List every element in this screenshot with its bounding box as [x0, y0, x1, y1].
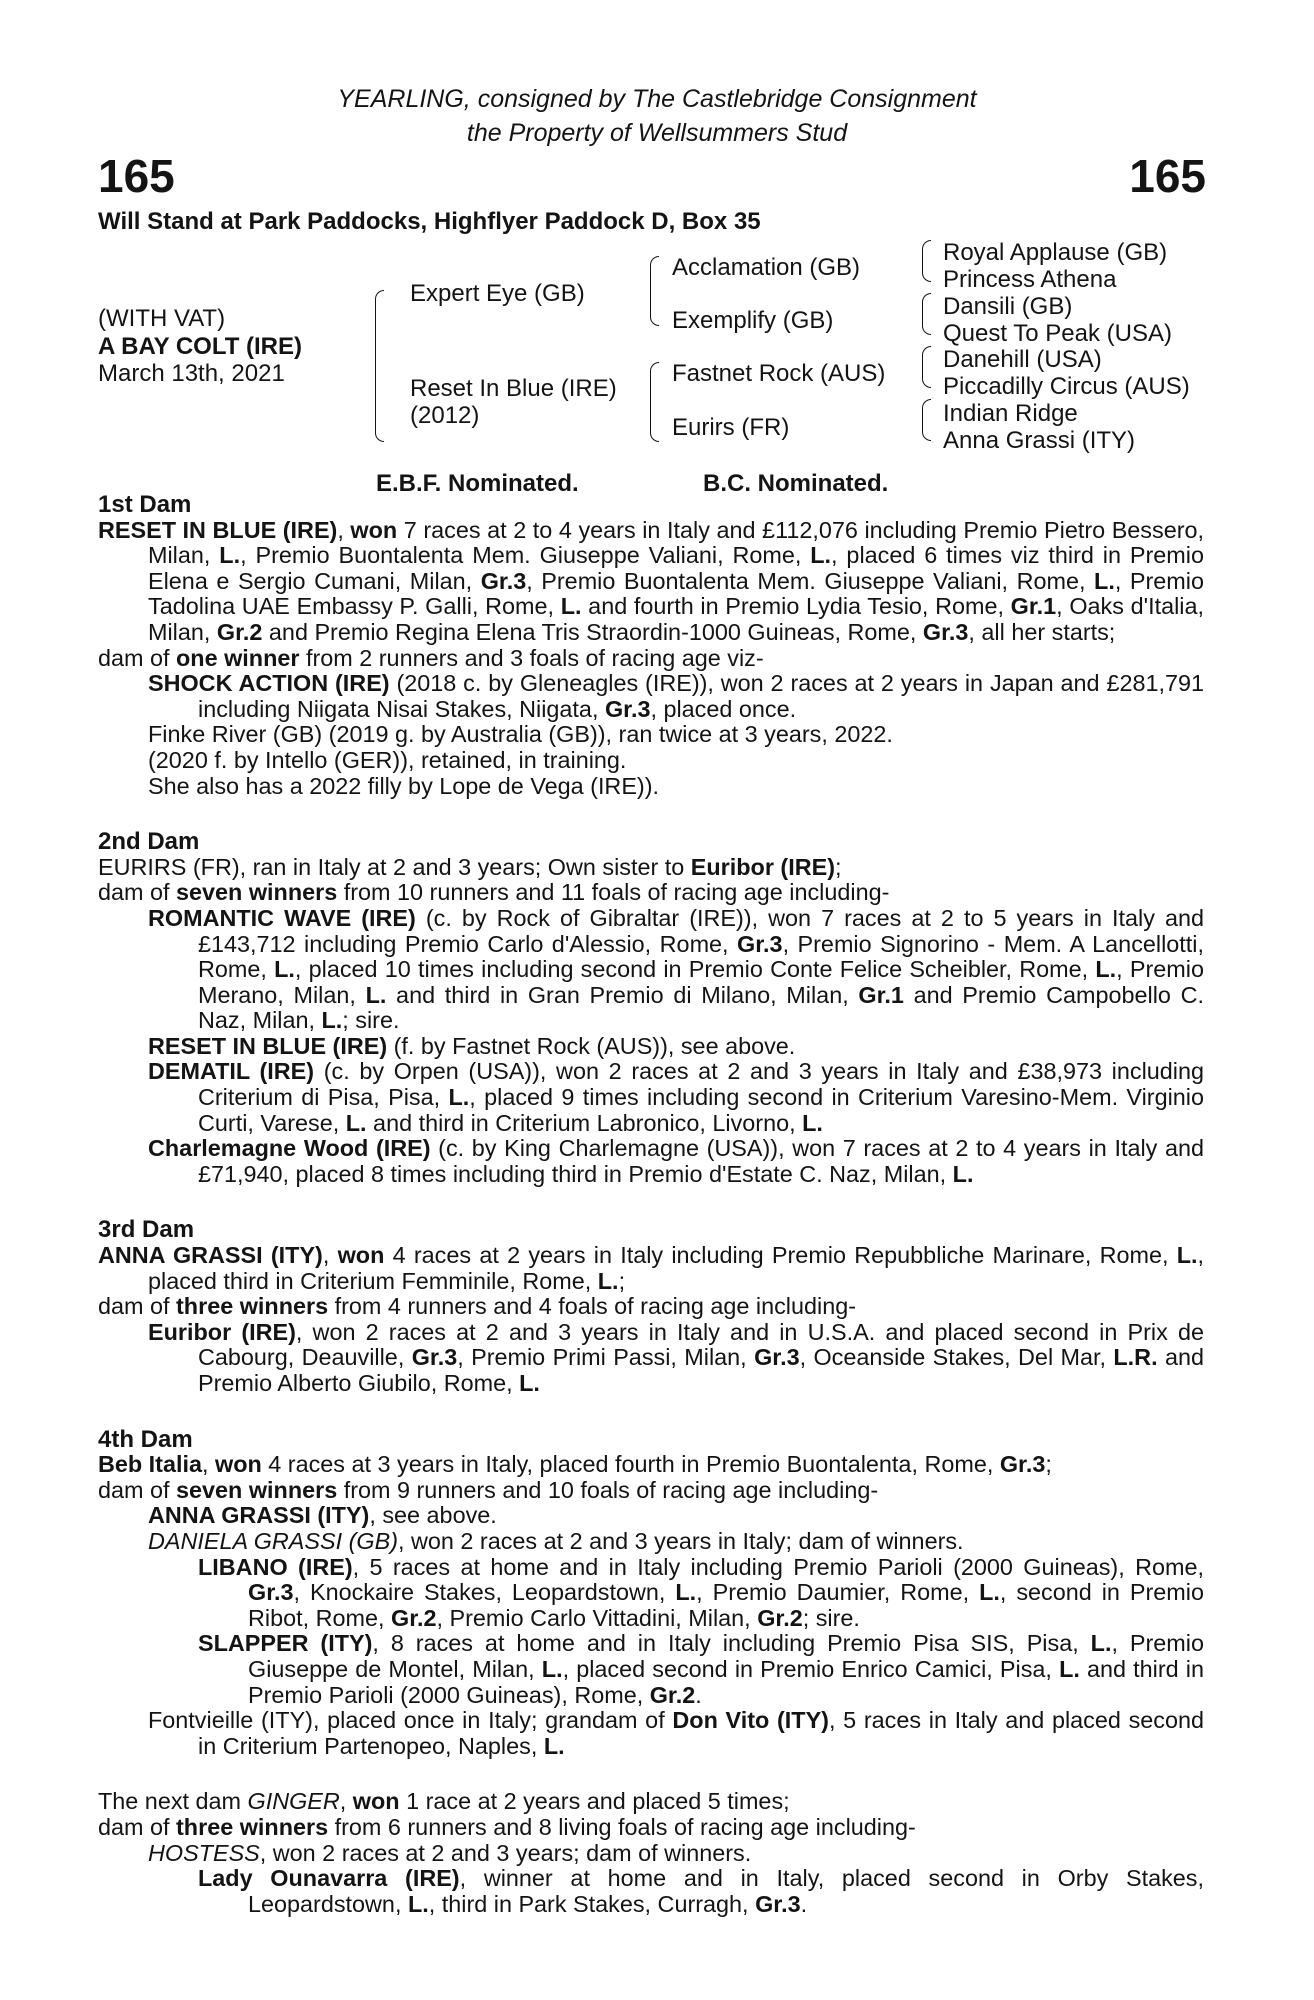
lot-number-left: 165 — [98, 150, 175, 202]
pedigree-sd-dam: Quest To Peak (USA) — [943, 320, 1172, 347]
dam-record: dam of three winners from 4 runners and 4 foals of racing age including- — [98, 1293, 856, 1320]
pedigree-ss-dam: Princess Athena — [943, 266, 1117, 293]
pedigree-dam-year: (2012) — [410, 402, 480, 429]
produce-record: DANIELA GRASSI (GB), won 2 races at 2 and 3 years in Italy; dam of winners. — [148, 1527, 964, 1554]
produce-record: Fontvieille (ITY), placed once in Italy; grandam of Don Vito (ITY), 5 races in Italy and placed second in Criterium Partenopeo, Naples, L. — [148, 1707, 1204, 1759]
ebf-nomination: E.B.F. Nominated. — [376, 470, 579, 497]
section-heading: 4th Dam — [98, 1425, 193, 1453]
produce-record: Finke River (GB) (2019 g. by Australia (GB)), ran twice at 3 years, 2022. — [148, 721, 893, 748]
produce-record: LIBANO (IRE), 5 races at home and in Italy including Premio Parioli (2000 Guineas), Rome, Gr.3, Knockaire Stakes, Leopardstown, L., Premio Daumier, Rome, L., second in Premio Ribot, Rome, Gr.2, Premio Carlo Vittadini, Milan, Gr.2; sire. — [198, 1553, 1204, 1631]
dam-section — [98, 1789, 1204, 1917]
produce-record: Charlemagne Wood (IRE) (c. by King Charlemagne (USA)), won 7 races at 2 to 4 years in Italy and £71,940, placed 8 times including third in Premio d'Estate C. Naz, Milan, L. — [148, 1135, 1204, 1187]
pedigree-brace-ds — [922, 346, 931, 388]
pedigree-brace-dd — [922, 399, 931, 441]
produce-record: RESET IN BLUE (IRE) (f. by Fastnet Rock (AUS)), see above. — [148, 1032, 796, 1059]
produce-record: DEMATIL (IRE) (c. by Orpen (USA)), won 2 races at 2 and 3 years in Italy and £38,973 including Criterium di Pisa, Pisa, L., placed 9 times including second in Criterium Varesino-Mem. Virginio Curti, Varese, L. and third in Criterium Labronico, Livorno, L. — [148, 1058, 1205, 1136]
pedigree-ss-sire: Royal Applause (GB) — [943, 239, 1168, 266]
dam-section — [98, 492, 1204, 799]
pedigree-sire-sire: Acclamation (GB) — [672, 254, 861, 281]
pedigree-brace-ss — [922, 240, 931, 282]
produce-record: Euribor (IRE), won 2 races at 2 and 3 years in Italy and in U.S.A. and placed second in Prix de Cabourg, Deauville, Gr.3, Premio Primi Passi, Milan, Gr.3, Oceanside Stakes, Del Mar, L.R. and Premio Alberto Giubilo, Rome, L. — [148, 1318, 1204, 1396]
pedigree-brace-dam — [650, 362, 659, 442]
pedigree-ds-dam: Piccadilly Circus (AUS) — [943, 373, 1190, 400]
horse-name: A BAY COLT (IRE) — [98, 333, 303, 360]
produce-record: HOSTESS, won 2 races at 2 and 3 years; dam of winners. — [148, 1839, 752, 1866]
produce-record: Lady Ounavarra (IRE), winner at home and in Italy, placed second in Orby Stakes, Leopardstown, L., third in Park Stakes, Curragh, Gr.3. — [198, 1865, 1204, 1917]
dam-record: EURIRS (FR), ran in Italy at 2 and 3 years; Own sister to Euribor (IRE); — [98, 853, 842, 880]
dam-record: Beb Italia, won 4 races at 3 years in Italy, placed fourth in Premio Buontalenta, Rome, Gr.3; — [98, 1451, 1052, 1478]
stand-location: Will Stand at Park Paddocks, Highflyer Paddock D, Box 35 — [98, 208, 761, 235]
dam-record: RESET IN BLUE (IRE), won 7 races at 2 to 4 years in Italy and £112,076 including Premio Pietro Bessero, Milan, L., Premio Buontalenta Mem. Giuseppe Valiani, Rome, L., placed 6 times viz third in Premio Elena e Sergio Cumani, Milan, Gr.3, Premio Buontalenta Mem. Giuseppe Valiani, Rome, L., Premio Tadolina UAE Embassy P. Galli, Rome, L. and fourth in Premio Lydia Tesio, Rome, Gr.1, Oaks d'Italia, Milan, Gr.2 and Premio Regina Elena Tris Straordin-1000 Guineas, Rome, Gr.3, all her starts; — [98, 516, 1204, 645]
section-heading: 1st Dam — [98, 491, 192, 518]
produce-record: SHOCK ACTION (IRE) (2018 c. by Gleneagles (IRE)), won 2 races at 2 years in Japan and £281,791 including Niigata Nisai Stakes, Niigata, Gr.3, placed once. — [148, 670, 1205, 722]
consignor-line: YEARLING, consigned by The Castlebridge Consignment — [337, 85, 977, 113]
pedigree-dam-dam: Eurirs (FR) — [672, 414, 790, 441]
vat-label: (WITH VAT) — [98, 305, 226, 332]
pedigree-brace-gen1 — [375, 290, 384, 442]
dam-section — [98, 1217, 1204, 1396]
pedigree-dd-sire: Indian Ridge — [943, 400, 1078, 427]
produce-record: She also has a 2022 filly by Lope de Vega (IRE)). — [148, 772, 660, 799]
pedigree-sire-dam: Exemplify (GB) — [672, 307, 834, 334]
pedigree-brace-sd — [922, 293, 931, 335]
pedigree-ds-sire: Danehill (USA) — [943, 346, 1102, 373]
produce-record: ROMANTIC WAVE (IRE) (c. by Rock of Gibraltar (IRE)), won 7 races at 2 to 5 years in Italy and £143,712 including Premio Carlo d'Alessio, Rome, Gr.3, Premio Signorino - Mem. A Lancellotti, Rome, L., placed 10 times including second in Premio Conte Felice Scheibler, Rome, L., Premio Merano, Milan, L. and third in Gran Premio di Milano, Milan, Gr.1 and Premio Campobello C. Naz, Milan, L.; sire. — [148, 904, 1204, 1034]
family-details — [98, 492, 1204, 1917]
pedigree-dd-dam: Anna Grassi (ITY) — [943, 427, 1136, 454]
dam-section — [98, 829, 1204, 1187]
pedigree-dam: Reset In Blue (IRE) — [410, 375, 617, 402]
dam-record: dam of one winner from 2 runners and 3 foals of racing age viz- — [98, 644, 764, 671]
dam-section — [98, 1427, 1204, 1760]
dam-record: dam of seven winners from 10 runners and 11 foals of racing age including- — [98, 879, 890, 906]
horse-dob: March 13th, 2021 — [98, 360, 285, 387]
dam-record: dam of seven winners from 9 runners and 10 foals of racing age including- — [98, 1476, 879, 1503]
pedigree-dam-sire: Fastnet Rock (AUS) — [672, 360, 886, 387]
produce-record: ANNA GRASSI (ITY), see above. — [148, 1502, 497, 1529]
section-heading: 3rd Dam — [98, 1216, 195, 1244]
pedigree-sd-sire: Dansili (GB) — [943, 293, 1073, 320]
pedigree-brace-sire — [650, 256, 659, 326]
produce-record: (2020 f. by Intello (GER)), retained, in training. — [148, 746, 627, 773]
dam-record: ANNA GRASSI (ITY), won 4 races at 2 years in Italy including Premio Repubbliche Marinare, Rome, L., placed third in Criterium Femminile, Rome, L.; — [98, 1242, 1205, 1294]
lot-number-right: 165 — [1129, 150, 1206, 202]
section-heading: 2nd Dam — [98, 828, 200, 856]
pedigree-sire: Expert Eye (GB) — [410, 280, 585, 307]
produce-record: SLAPPER (ITY), 8 races at home and in Italy including Premio Pisa SIS, Pisa, L., Premio Giuseppe de Montel, Milan, L., placed second in Premio Enrico Camici, Pisa, L. and third in Premio Parioli (2000 Guineas), Rome, Gr.2. — [198, 1630, 1204, 1708]
dam-record: The next dam GINGER, won 1 race at 2 years and placed 5 times; — [98, 1788, 790, 1815]
dam-record: dam of three winners from 6 runners and 8 living foals of racing age including- — [98, 1813, 916, 1840]
property-line: the Property of Wellsummers Stud — [466, 119, 848, 147]
bc-nomination: B.C. Nominated. — [703, 470, 889, 497]
